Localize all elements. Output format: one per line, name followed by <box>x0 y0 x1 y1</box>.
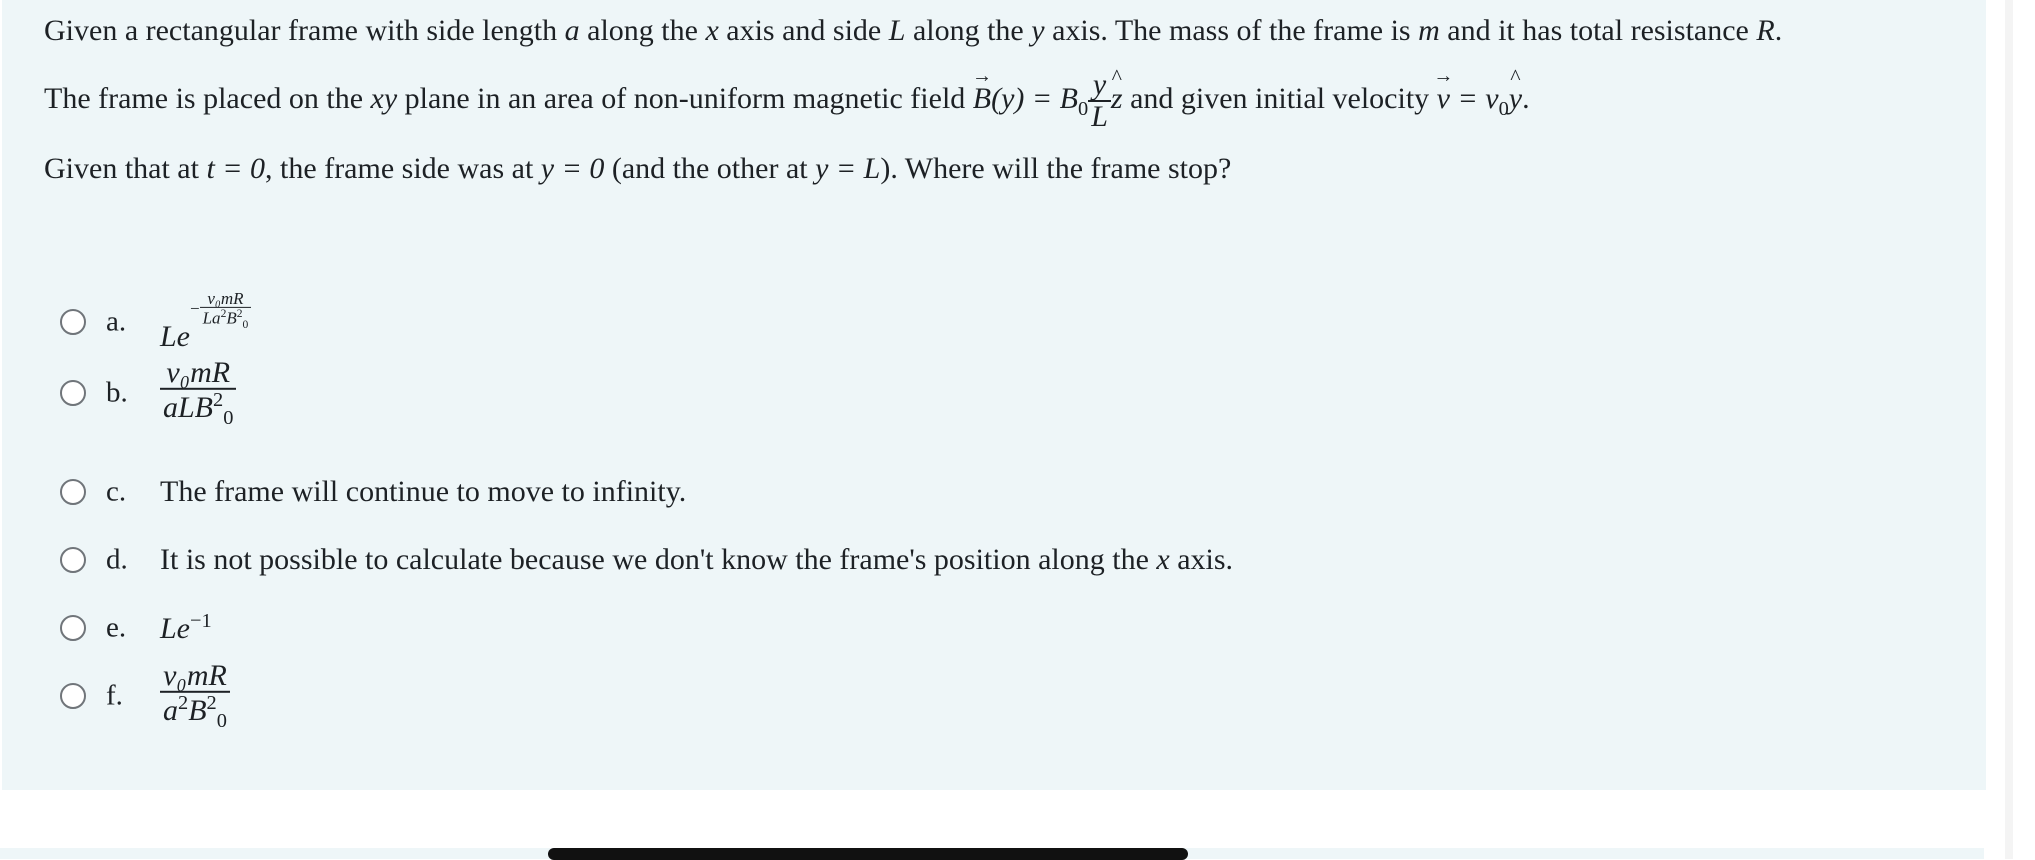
q2-B-letter: B <box>972 81 992 115</box>
q2-B-arg: (y) = B <box>991 81 1078 115</box>
q2-text-1: The frame is placed on the <box>44 81 371 115</box>
radio-button-f[interactable] <box>60 683 86 709</box>
answer-option-b[interactable] <box>60 355 1660 429</box>
option-a-exp-den <box>200 307 252 331</box>
radio-button-b[interactable] <box>60 380 86 406</box>
q1-text-1: Given a rectangular frame with side length <box>44 14 565 47</box>
question-line-1 <box>44 14 1782 49</box>
option-f-den-B: B <box>188 693 207 727</box>
q2-text-4: . <box>1522 81 1530 115</box>
option-b-den-main: aLB <box>163 390 214 424</box>
answer-option-c[interactable] <box>60 460 1660 524</box>
q2-var-xy: xy <box>370 81 398 115</box>
option-b-den <box>160 388 236 428</box>
q3-text-4: ). Where will the frame stop? <box>880 152 1232 185</box>
radio-button-d[interactable] <box>60 547 86 573</box>
option-b-num: v₀mR <box>166 355 231 389</box>
question-line-2 <box>44 63 1530 133</box>
option-a-exp-num: v₀mR <box>207 288 244 308</box>
option-a-exp-minus: − <box>190 299 200 319</box>
option-e-formula <box>160 610 212 646</box>
option-f-den-a-sup: 2 <box>178 691 189 714</box>
q1-text-2: along the <box>579 14 706 47</box>
option-f-den-B-sub: 0 <box>216 709 227 732</box>
option-f-formula <box>160 658 230 732</box>
q2-z-letter: z <box>1110 81 1123 115</box>
q1-var-x: x <box>705 14 719 47</box>
option-a-exp-den-sup: 2 <box>220 306 227 320</box>
q2-text-3: and given initial velocity <box>1122 81 1437 115</box>
vector-arrow-icon: → <box>971 64 992 87</box>
option-letter-d: d. <box>106 543 128 576</box>
q3-text-2: , the frame side was at <box>265 152 541 185</box>
q3-cond-1: t = 0 <box>206 152 266 185</box>
q3-cond-3: y = L <box>815 152 881 185</box>
option-letter-b: b. <box>106 376 128 409</box>
option-c-text: The frame will continue to move to infinity. <box>160 475 687 508</box>
option-d-text-main: It is not possible to calculate because we don't know the frame's position along the <box>160 543 1157 576</box>
q2-frac-den: L <box>1088 100 1111 132</box>
q2-fraction-y-over-L <box>1088 70 1111 132</box>
answer-option-d[interactable] <box>60 528 1660 592</box>
answer-option-e[interactable] <box>60 596 1660 660</box>
option-letter-c: c. <box>106 475 127 508</box>
q1-text-6: and it has total resistance <box>1439 14 1757 47</box>
horizontal-scrollbar-thumb[interactable] <box>548 848 1188 860</box>
answer-option-f[interactable] <box>60 658 1660 732</box>
q2-frac-num: y <box>1092 68 1107 101</box>
option-f-den-B-sup: 2 <box>206 691 217 714</box>
question-panel <box>2 0 1986 790</box>
option-b-den-sub: 0 <box>223 406 234 429</box>
q2-y-letter: y <box>1508 81 1523 115</box>
hat-icon: ^ <box>1510 63 1521 89</box>
option-f-num: v₀mR <box>163 658 227 692</box>
q3-text-1: Given that at <box>44 152 207 185</box>
q2-v-eq: = v <box>1450 81 1499 115</box>
option-letter-f: f. <box>106 679 123 712</box>
radio-button-a[interactable] <box>60 309 86 335</box>
q2-zhat <box>1110 63 1123 117</box>
option-letter-a: a. <box>106 305 127 338</box>
q2-vector-B <box>971 64 992 117</box>
q1-var-a: a <box>564 14 580 47</box>
option-f-den <box>160 691 230 731</box>
hat-icon: ^ <box>1111 63 1122 89</box>
option-d-text-end: axis. <box>1169 543 1234 576</box>
option-f-den-a: a <box>163 693 178 727</box>
option-b-den-sup: 2 <box>213 388 224 411</box>
option-letter-e: e. <box>106 611 127 644</box>
q2-yhat <box>1508 63 1523 117</box>
q1-var-y: y <box>1031 14 1045 47</box>
option-b-fraction <box>160 355 236 429</box>
q3-text-3: (and the other at <box>604 152 816 185</box>
q1-text-7: . <box>1774 14 1783 47</box>
option-a-exp-fraction <box>200 290 252 331</box>
option-d-text <box>160 543 1233 577</box>
option-a-exp-den-Bsub: 0 <box>242 317 249 331</box>
option-f-fraction <box>160 658 230 732</box>
q2-B-sub: 0 <box>1078 97 1089 120</box>
q1-text-4: along the <box>905 14 1032 47</box>
option-a-exp-den-main: La <box>202 308 221 328</box>
question-line-3 <box>44 152 1231 187</box>
q1-text-3: axis and side <box>718 14 889 47</box>
q2-v-sub: 0 <box>1498 97 1509 120</box>
q2-text-2: plane in an area of non-uniform magnetic field <box>397 81 973 115</box>
q1-var-m: m <box>1418 14 1440 47</box>
q2-v-letter: v <box>1436 81 1450 115</box>
vertical-scrollbar-track[interactable] <box>2005 0 2013 859</box>
option-d-var-x: x <box>1156 543 1170 576</box>
option-e-base: Le <box>160 612 190 645</box>
q1-text-5: axis. The mass of the frame is <box>1044 14 1419 47</box>
option-b-formula <box>160 355 236 429</box>
radio-button-c[interactable] <box>60 479 86 505</box>
option-a-formula <box>160 290 251 354</box>
vector-arrow-icon: → <box>1433 64 1454 87</box>
option-a-exp-den-B: B <box>226 308 237 328</box>
q2-vector-v <box>1433 64 1454 117</box>
q1-var-R: R <box>1756 14 1775 47</box>
q3-cond-2: y = 0 <box>540 152 605 185</box>
option-a-exponent <box>190 290 251 331</box>
answer-option-a[interactable] <box>60 290 1660 354</box>
q1-var-L: L <box>888 14 906 47</box>
option-e-sup: −1 <box>190 610 212 632</box>
option-a-base: Le <box>160 320 190 354</box>
radio-button-e[interactable] <box>60 615 86 641</box>
option-a-exp-den-Bsup: 2 <box>236 306 243 320</box>
